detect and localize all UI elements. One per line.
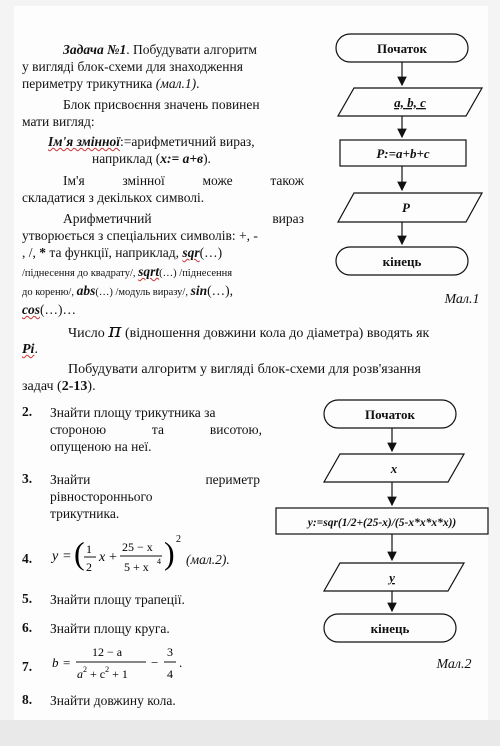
task-8-number: 8.	[22, 692, 33, 707]
flowchart-1	[320, 30, 492, 320]
fc1-input-label: a, b, c	[394, 95, 426, 110]
f4-x: x	[99, 550, 106, 565]
fc2-caption: Мал.2	[436, 657, 472, 672]
f7-num: 12 − a	[92, 645, 123, 659]
task-2-number: 2.	[22, 404, 33, 419]
f7-eq: =	[63, 655, 71, 670]
task-7-number: 7.	[22, 659, 33, 674]
f7-d2: 4	[167, 667, 173, 681]
task1-para2b: мати вигляд:	[22, 114, 95, 129]
f4-frac-d: 5 + x	[124, 560, 149, 574]
fc1-output-block	[338, 193, 482, 222]
f4-pow2: 2	[176, 534, 181, 545]
task-8-text: Знайти довжину кола.	[50, 693, 176, 708]
task-3-number: 3.	[22, 471, 33, 486]
task-2-line1: Знайти площу трикутника за	[50, 405, 216, 420]
func-cos: cos	[22, 302, 40, 317]
func-sin: sin	[190, 283, 208, 298]
task-6-text: Знайти площу круга.	[50, 621, 170, 636]
task-2-line2: стороною та висотою,	[50, 422, 262, 437]
f7-n2: 3	[167, 645, 173, 659]
task1-para4: Арифметичний вираз	[63, 211, 304, 226]
task-3-line1: Знайти периметр	[50, 472, 260, 487]
fig-ref-1: (мал.1)	[155, 76, 197, 91]
f4-paren-left: (	[74, 535, 85, 571]
formula-4	[50, 526, 190, 584]
task-5-text: Знайти площу трапеції.	[50, 592, 185, 607]
formula-7	[50, 640, 190, 686]
f4-y: y	[52, 549, 59, 564]
f7-end: .	[179, 655, 183, 670]
task1-para4e: до кореню/, abs(…) /модуль виразу/, sin(…),	[22, 283, 233, 298]
task-2-line3: опущеною на неї.	[50, 439, 152, 454]
build-para-2: задач (2-13).	[22, 379, 96, 394]
task-4-number: 4.	[22, 551, 33, 566]
pi-name-line: Pi.	[22, 342, 38, 357]
pi-line: Число π (відношення довжини кола до діаметра) вводять як	[68, 318, 430, 342]
func-sqr: sqr	[182, 245, 200, 260]
f4-pow4: 4	[157, 557, 161, 566]
task1-para4c: , /, * та функції, наприклад, sqr(…)	[22, 245, 223, 260]
task1-para4b: утворюється з спеціальних символів: +, -	[22, 228, 258, 243]
task1-para3b: складатися з декількох символі.	[22, 190, 205, 205]
fc1-start-label: Початок	[377, 41, 427, 56]
task-3-line3: трикутника.	[50, 506, 120, 521]
bottom-margin	[0, 720, 500, 746]
fc1-output-label: P	[402, 200, 410, 215]
task1-para4d: /піднесення до квадрату/, sqrt(…) /піднесення	[22, 264, 233, 279]
task-4-ref: (мал.2).	[186, 552, 230, 567]
task1-line3: периметру трикутника (мал.1).	[22, 76, 200, 91]
task-3-line2: рівностороннього	[50, 489, 153, 504]
f4-frac-n: 25 − x	[122, 540, 153, 554]
fc2-process-label: y:=sqr(1/2+(25-x)/(5-x*x*x*x))	[307, 517, 457, 529]
f4-half-d: 2	[86, 560, 92, 574]
task1-para3: Ім'я змінної може також	[63, 173, 304, 188]
f4-paren-right: )	[164, 535, 175, 571]
task1-line2: у вигляді блок-схеми для знаходження	[22, 59, 243, 74]
pi-symbol: π	[108, 318, 122, 342]
func-abs: abs	[76, 283, 96, 298]
assign-example: наприклад (x:= a+в).	[92, 151, 211, 166]
fc2-input-label: x	[390, 461, 398, 476]
fc1-caption: Мал.1	[444, 292, 480, 307]
fc2-end-label: кінець	[370, 621, 410, 636]
build-para: Побудувати алгоритм у вигляді блок-схеми для розв'язання	[68, 362, 421, 377]
task-5-number: 5.	[22, 591, 33, 606]
flowchart-2	[268, 396, 492, 678]
f7-minus: −	[151, 655, 159, 670]
task-6-number: 6.	[22, 620, 33, 635]
task1-para4f: cos(…)…	[22, 302, 76, 317]
f4-plus: +	[109, 550, 117, 565]
fc1-end-label: кінець	[382, 254, 422, 269]
f4-half-n: 1	[86, 542, 92, 556]
fc2-output-label: y	[389, 570, 395, 585]
func-sqrt: sqrt	[138, 264, 160, 279]
fc1-process-label: P:=a+b+c	[376, 146, 430, 161]
task1-title: Задача №1. Побудувати алгоритм	[63, 42, 257, 57]
f4-eq: =	[63, 549, 71, 564]
f7-den: $a^2 + c^2 + 1$	[77, 665, 128, 681]
assign-syntax: Ім'я змінної:=арифметичний вираз,	[48, 134, 255, 149]
task1-para2: Блок присвоєння значень повинен	[63, 97, 260, 112]
fc2-start-label: Початок	[365, 407, 415, 422]
f7-b: b	[52, 655, 59, 670]
